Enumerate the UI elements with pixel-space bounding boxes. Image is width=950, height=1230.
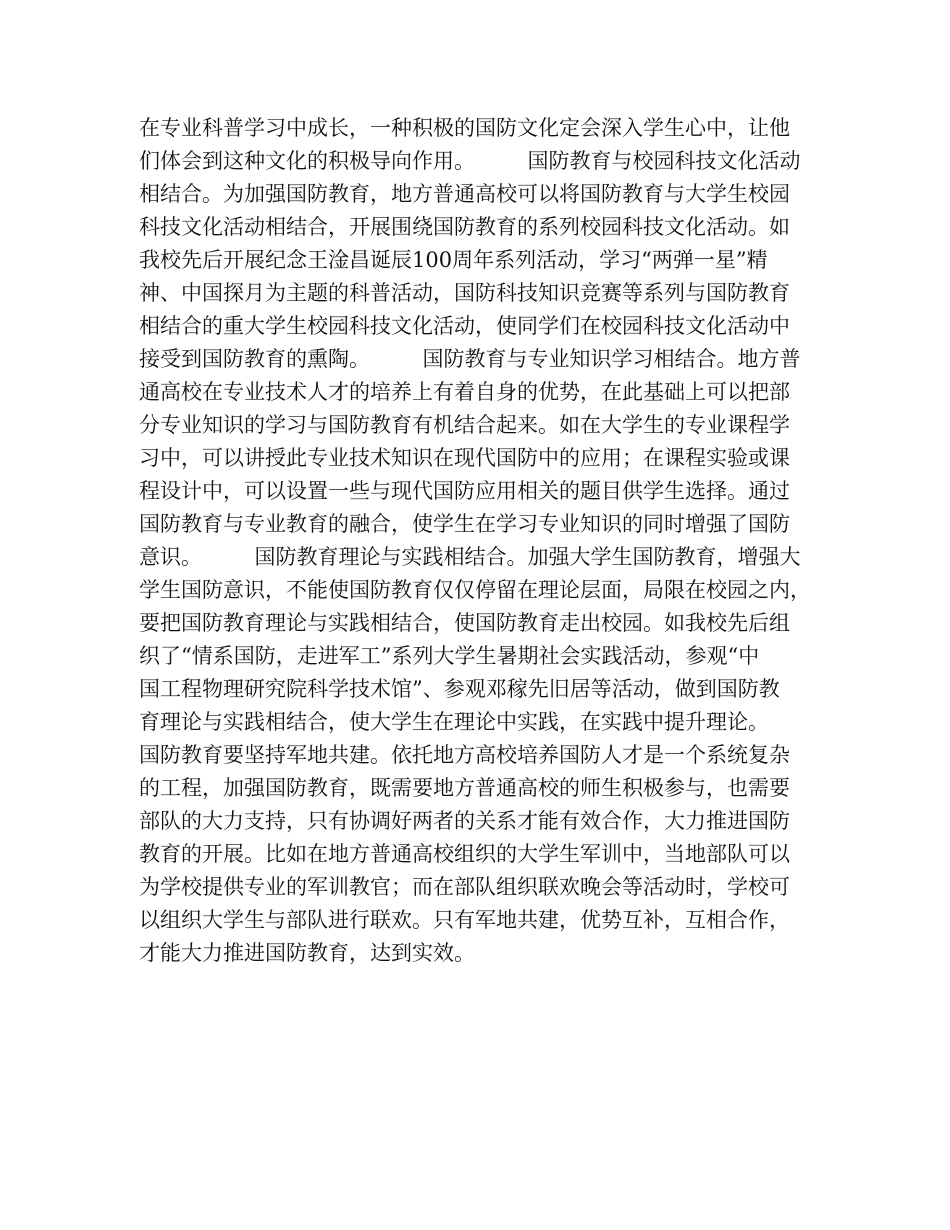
text-line: 织了“情系国防，走进军工”系列大学生暑期社会实践活动，参观“中 <box>139 644 760 668</box>
text-line: 为学校提供专业的军训教官；而在部队组织联欢晚会等活动时，学校可 <box>139 875 790 899</box>
text-line: 意识。 国防教育理论与实践相结合。加强大学生国防教育，增强大 <box>139 545 801 569</box>
text-line: 部队的大力支持，只有协调好两者的关系才能有效合作，大力推进国防 <box>139 809 790 833</box>
text-line: 神、中国探月为主题的科普活动，国防科技知识竞赛等系列与国防教育 <box>139 281 790 305</box>
text-line: 相结合的重大学生校园科技文化活动，使同学们在校园科技文化活动中 <box>139 314 790 338</box>
text-line: 国防教育与专业教育的融合，使学生在学习专业知识的同时增强了国防 <box>139 512 790 536</box>
text-line: 国防教育要坚持军地共建。依托地方高校培养国防人才是一个系统复杂 <box>139 743 790 767</box>
text-line: 以组织大学生与部队进行联欢。只有军地共建，优势互补，互相合作， <box>139 908 790 932</box>
text-line: 才能大力推进国防教育，达到实效。 <box>139 941 475 965</box>
text-line: 要把国防教育理论与实践相结合，使国防教育走出校园。如我校先后组 <box>139 611 790 635</box>
text-line: 分专业知识的学习与国防教育有机结合起来。如在大学生的专业课程学 <box>139 413 790 437</box>
text-line: 我校先后开展纪念王淦昌诞辰100周年系列活动，学习“两弹一星”精 <box>139 248 768 272</box>
text-line: 学生国防意识，不能使国防教育仅仅停留在理论层面，局限在校园之内， <box>139 578 811 602</box>
text-line: 们体会到这种文化的积极导向作用。 国防教育与校园科技文化活动 <box>139 149 801 173</box>
text-line: 教育的开展。比如在地方普通高校组织的大学生军训中，当地部队可以 <box>139 842 790 866</box>
text-line: 程设计中，可以设置一些与现代国防应用相关的题目供学生选择。通过 <box>139 479 790 503</box>
text-line: 在专业科普学习中成长，一种积极的国防文化定会深入学生心中，让他 <box>139 116 790 140</box>
body-text <box>139 112 829 970</box>
text-line: 科技文化活动相结合，开展围绕国防教育的系列校园科技文化活动。如 <box>139 215 790 239</box>
text-line: 的工程，加强国防教育，既需要地方普通高校的师生积极参与，也需要 <box>139 776 790 800</box>
text-line: 习中，可以讲授此专业技术知识在现代国防中的应用；在课程实验或课 <box>139 446 790 470</box>
text-line: 相结合。为加强国防教育，地方普通高校可以将国防教育与大学生校园 <box>139 182 790 206</box>
text-line: 通高校在专业技术人才的培养上有着自身的优势，在此基础上可以把部 <box>139 380 790 404</box>
text-line: 接受到国防教育的熏陶。 国防教育与专业知识学习相结合。地方普 <box>139 347 801 371</box>
text-line: 育理论与实践相结合，使大学生在理论中实践，在实践中提升理论。 <box>139 710 769 734</box>
text-line: 国工程物理研究院科学技术馆”、参观邓稼先旧居等活动，做到国防教 <box>139 677 780 701</box>
